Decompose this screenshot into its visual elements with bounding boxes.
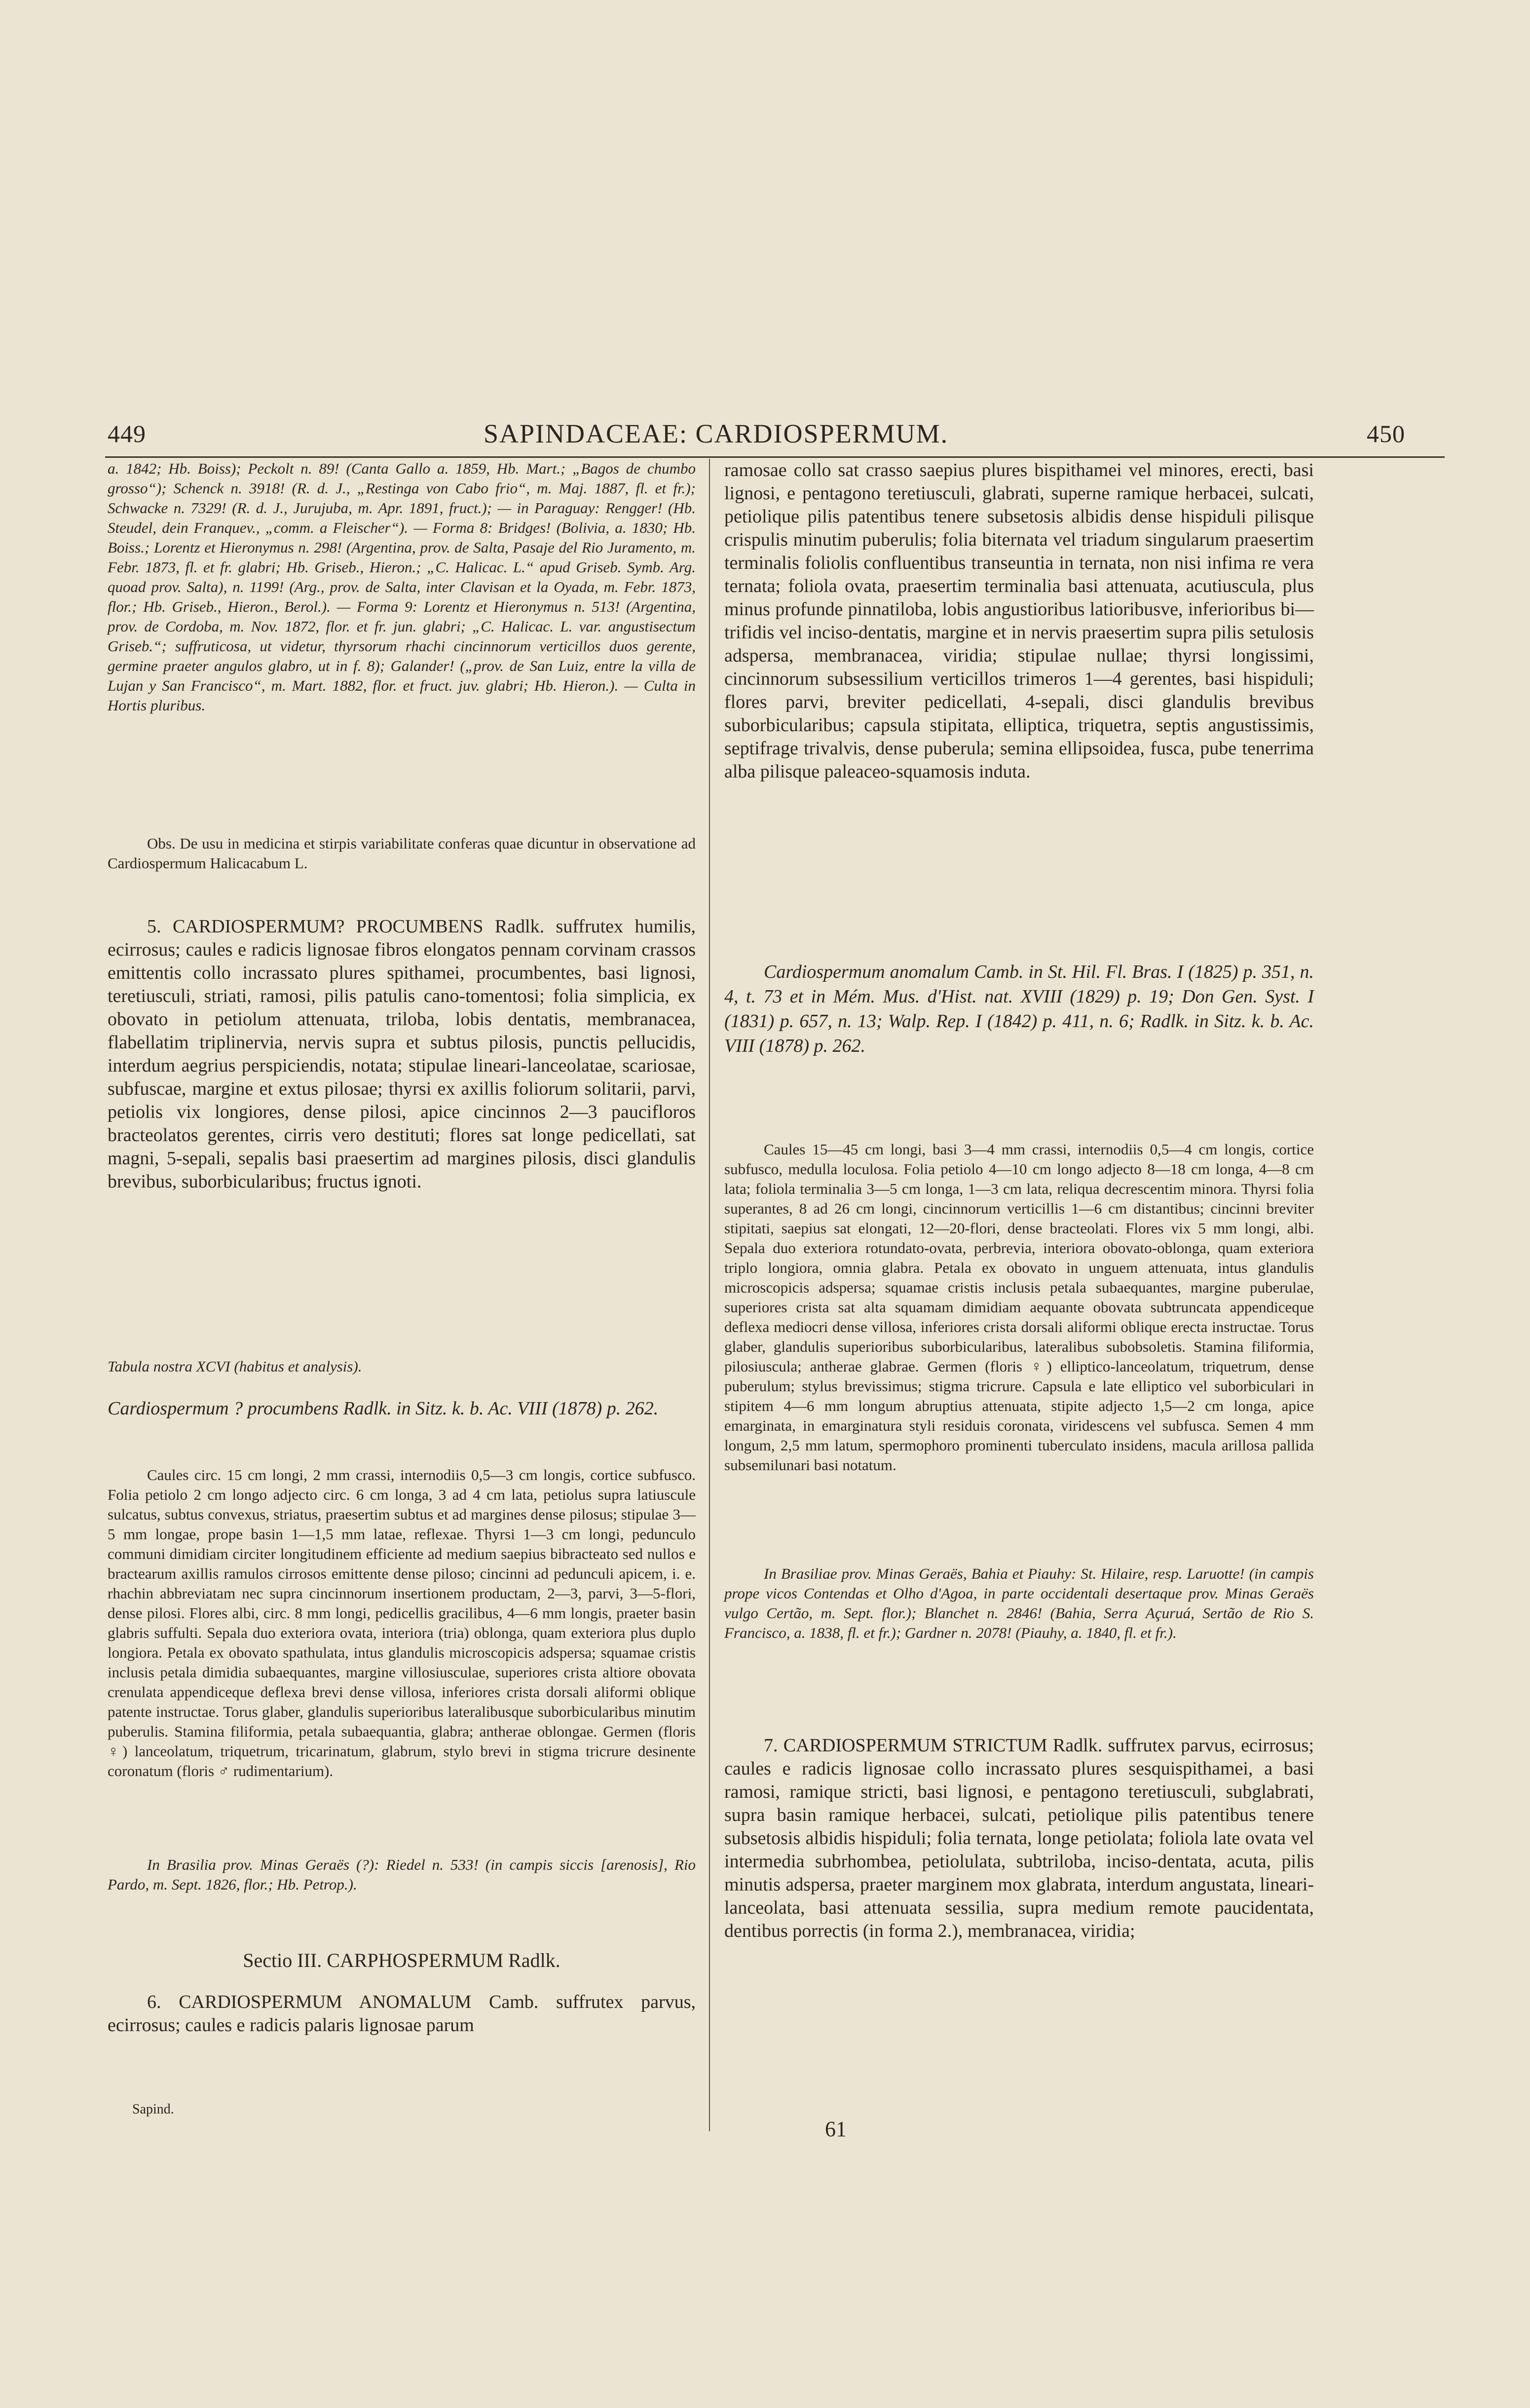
plate-reference: Tabula nostra XCVI (habitus et analysis).	[108, 1358, 362, 1375]
section-heading: Sectio III. CARPHOSPERMUM Radlk.	[243, 1949, 560, 1971]
column-divider	[709, 459, 710, 2131]
header-rule	[105, 456, 1445, 458]
page-header	[0, 405, 1530, 459]
page-number-left: 449	[108, 420, 146, 447]
species-5-localities: In Brasilia prov. Minas Geraës (?): Riedel n. 533! (in campis siccis [arenosis], Rio Pardo, m. Sept. 1826, flor.; Hb. Petrop.).	[108, 1856, 696, 1893]
species-5-citation: Cardiospermum ? procumbens Radlk. in Sitz. k. b. Ac. VIII (1878) p. 262.	[108, 1398, 659, 1419]
species-6-localities: In Brasiliae prov. Minas Geraës, Bahia et Piauhy: St. Hilaire, resp. Laruotte! (in campis prope vicos Contendas et Olho d'Agoa, in parte occidentali desertaque prov. Minas Geraës vulgo Certão, m. Sept. flor.); Blanchet n. 2846! (Bahia, Serra Açuruá, Sertão de Rio S. Francisco, a. 1838, fl. et fr.); Gardner n. 2078! (Piauhy, a. 1840, fl. et fr.).	[724, 1565, 1314, 1641]
observation-note: Obs. De usu in medicina et stirpis variabilitate conferas quae dicuntur in observatione ad Cardiospermum Halicacabum L.	[108, 835, 696, 872]
species-6-citation: Cardiospermum anomalum Camb. in St. Hil. Fl. Bras. I (1825) p. 351, n. 4, t. 73 et in Mém. Mus. d'Hist. nat. XVIII (1829) p. 19; Don Gen. Syst. I (1831) p. 657, n. 13; Walp. Rep. I (1842) p. 411, n. 6; Radlk. in Sitz. k. b. Ac. VIII (1878) p. 262.	[724, 962, 1314, 1056]
species-7-description: 7. CARDIOSPERMUM STRICTUM Radlk. suffrutex parvus, ecirrosus; caules e radicis lignosae collo incrassato plures sesquispithamei, a basi ramosi, ramique stricti, basi lignosi, e pentagono teretiusculi, subglabrati, supra basin ramique herbacei, sulcati, petiolique pilis patentibus tenere subsetosis albidis hispiduli; folia ternata, longe petiolata; foliola late ovata vel intermedia subrhombea, petiolulata, subtriloba, inciso-dentata, acuta, pilis minutis adspersa, praeter marginem mox glabrata, interdum angustata, lineari-lanceolata, basi attenuata sessilia, supra medium remote paucidentata, dentibus porrectis (in forma 2.), membranacea, viridia;	[724, 1735, 1314, 1941]
page-number-right: 450	[1367, 420, 1405, 447]
species-5-details: Caules circ. 15 cm longi, 2 mm crassi, internodiis 0,5—3 cm longis, cortice subfusco. Folia petiolo 2 cm longo adjecto circ. 6 cm longa, 3 ad 4 cm lata, petiolus supra latiuscule sulcatus, subtus convexus, striatus, praesertim subtus et ad margines dense pilosus; stipulae 3—5 mm longae, prope basin 1—1,5 mm latae, reflexae. Thyrsi 1—3 cm longi, pedunculo communi dimidiam circiter longitudinem efficiente ad medium saepius bibracteato sed nullos e bractearum axillis ramulos cirrosos emittente dense piloso; cincinni ad pedunculi apicem, i. e. rhachin abbreviatam nec supra cincinnorum insertionem productam, 2—3, parvi, 3—5-flori, dense pilosi. Flores albi, circ. 8 mm longi, pedicellis gracilibus, 4—6 mm longis, praeter basin glabris suffulti. Sepala duo exteriora ovata, interiora (tria) oblonga, quam exteriora plus duplo longiora. Petala ex obovato spathulata, intus glandulis microscopicis adspersa; squamae cristis inclusis petala dimidia subaequantes, margine villosiusculae, superiores crista altiore obovata crenulata appendiceque deflexa brevi dense villosa, inferiores crista dorsali aliformi oblique patente instructae. Torus glaber, glandulis superioribus lateralibusque suborbicularibus minutim puberulis. Stamina filiformia, petala subaequantia, glabra; antherae oblongae. Germen (floris ♀) lanceolatum, triquetrum, tricarinatum, glabrum, stylo brevi in stigma tricrure desinente coronatum (floris ♂ rudimentarium).	[108, 1466, 696, 1779]
signature-mark: Sapind.	[132, 2102, 174, 2117]
species-6-description-continued: ramosae collo sat crasso saepius plures bispithamei vel minores, erecti, basi lignosi, e pentagono teretiusculi, glabrati, superne ramique herbacei, sulcati, petiolique pilis patentibus tenere subsetosis albidis dense hispiduli pilisque crispulis minutim puberulis; folia biternata vel triadum singularum praesertim terminalis foliolis confluentibus transeuntia in ternata, non nisi infima re vera ternata; foliola ovata, praesertim terminalia basi attenuata, acutiuscula, plus minus profunde pinnatiloba, lobis angustioribus latioribusve, inferioribus bi—trifidis vel inciso-dentatis, margine et in nervis praesertim supra pilis setulosis adspersa, membranacea, viridia; stipulae nullae; thyrsi longissimi, cincinnorum subsessilium verticillos trimeros 1—4 gerentes, basi hispiduli; flores parvi, breviter pedicellati, 4-sepali, disci glandulis brevibus suborbicularibus; capsula stipitata, elliptica, triquetra, septis angustissimis, septifrage trivalvis, dense puberula; semina ellipsoidea, fusca, pube tenerrima alba pilisque paleaceo-squamosis induta.	[724, 460, 1314, 782]
specimen-list-continued: a. 1842; Hb. Boiss); Peckolt n. 89! (Canta Gallo a. 1859, Hb. Mart.; „Bagos de chumbo grosso“); Schenck n. 3918! (R. d. J., „Restinga von Cabo frio“, m. Maj. 1887, fl. et fr.); Schwacke n. 7329! (R. d. J., Jurujuba, m. Apr. 1891, fruct.); — in Paraguay: Rengger! (Hb. Steudel, dein Franquev., „comm. a Fleischer“). — Forma 8: Bridges! (Bolivia, a. 1830; Hb. Boiss.; Lorentz et Hieronymus n. 298! (Argentina, prov. de Salta, Pasaje del Rio Juramento, m. Febr. 1873, fl. et fr. glabri; Hb. Griseb., Hieron.; „C. Halicac. L.“ apud Griseb. Symb. Arg. quoad prov. Salta), n. 1199! (Arg., prov. de Salta, inter Clavisan et la Oyada, m. Febr. 1873, flor.; Hb. Griseb., Hieron., Berol.). — Forma 9: Lorentz et Hieronymus n. 513! (Argentina, prov. de Cordoba, m. Nov. 1872, flor. et fr. jun. glabri; „C. Halicac. L. var. angustisectum Griseb.“; suffruticosa, ut videtur, thyrsorum rhachi cincinnorum verticillos duos gerente, germine praeter angulos glabro, ut in f. 8); Galander! („prov. de San Luiz, entre la villa de Lujan y San Francisco“, m. Mart. 1882, flor. et fruct. juv. glabri; Hb. Hieron.). — Culta in Hortis pluribus.	[108, 460, 696, 714]
species-6-description-start: 6. CARDIOSPERMUM ANOMALUM Camb. suffrutex parvus, ecirrosus; caules e radicis palaris lignosae parum	[108, 1992, 696, 2036]
species-5-description: 5. CARDIOSPERMUM? PROCUMBENS Radlk. suffrutex humilis, ecirrosus; caules e radicis lignosae fibros elongatos pennam corvinam crassos emittentis collo incrassato plures spithamei, procumbentes, basi lignosi, teretiusculi, striati, ramosi, pilis patulis cano-tomentosi; folia simplicia, ex obovato in petiolum attenuata, triloba, lobis dentatis, membranacea, flabellatim triplinervia, nervis supra et subtus pilosis, punctis pellucidis, interdum aegrius perspiciendis, notata; stipulae lineari-lanceolatae, scariosae, subfuscae, margine et extus pilosae; thyrsi ex axillis foliorum solitarii, parvi, petiolis vix longiores, dense pilosi, apice cincinnos 2—3 paucifloros bracteolatos gerentes, cirris vero destituti; flores sat longe pedicellati, sat magni, 5-sepali, sepalis basi praesertim ad margines pilosis, disci glandulis brevibus, suborbicularibus; fructus ignoti.	[108, 916, 696, 1192]
folio-number: 61	[825, 2117, 847, 2141]
species-6-details: Caules 15—45 cm longi, basi 3—4 mm crassi, internodiis 0,5—4 cm longis, cortice subfusco, medulla loculosa. Folia petiolo 4—10 cm longo adjecto 8—18 cm longa, 4—8 cm lata; foliola terminalia 3—5 cm longa, 1—3 cm lata, reliqua decrescentim minora. Thyrsi folia superantes, 8 ad 26 cm longi, cincinnorum verticillis 1—6 cm distantibus; cincinni breviter stipitati, saepius sat elongati, 12—20-flori, dense bracteolati. Flores vix 5 mm longi, albi. Sepala duo exteriora rotundato-ovata, perbrevia, interiora obovato-oblonga, quam exteriora triplo longiora, omnia glabra. Petala ex obovato in unguem attenuata, intus glandulis microscopicis adspersa; squamae cristis inclusis petala subaequantes, margine puberulae, superiores crista sat alta squamam dimidiam aequante obovata subtruncata appendiceque deflexa mediocri dense villosa, inferiores crista dorsali aliformi oblique erecta instructae. Torus glaber, glandulis superioribus suborbicularibus, lateralibus subobsoletis. Stamina filiformia, pilosiuscula; antherae glabrae. Germen (floris ♀) elliptico-lanceolatum, triquetrum, dense puberulum; stylus brevissimus; stigma tricrure. Capsula e late elliptico vel suborbiculari in stipitem 4—6 mm longum abruptius attenuata, stipite adjecto 1,5—2 cm longa, apice emarginata, in emarginatura styli residuis coronata, viridescens vel subfusca. Semen 4 mm longum, 2,5 mm latum, spermophoro prominenti tuberculato insidens, macula arillosa pallida subsemilunari basi notatum.	[724, 1141, 1314, 1474]
running-title: SAPINDACEAE: CARDIOSPERMUM.	[484, 419, 949, 448]
